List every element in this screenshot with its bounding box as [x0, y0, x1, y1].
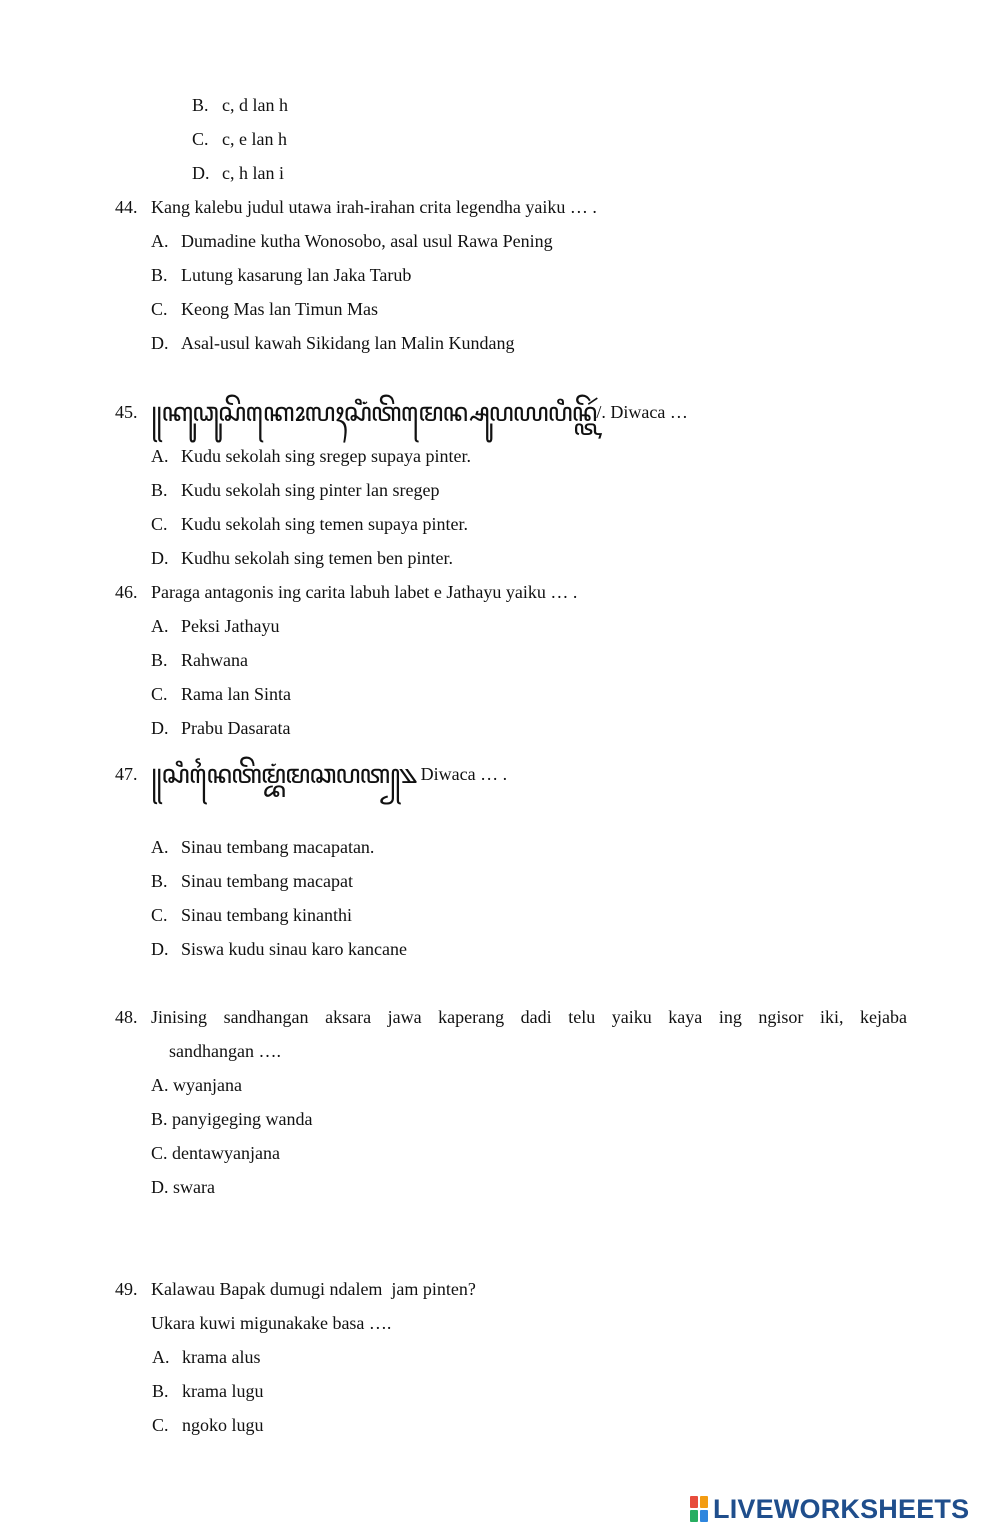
q48-option-c[interactable]: C. dentawyanjana [151, 1143, 280, 1163]
q47-option-d[interactable]: D. Siswa kudu sinau karo kancane [151, 939, 407, 959]
q49-option-b[interactable]: B. krama lugu [152, 1381, 264, 1401]
q46-option-a[interactable]: A. Peksi Jathayu [151, 616, 280, 636]
q48-option-d[interactable]: D. swara [151, 1177, 215, 1197]
question-49: 49. Kalawau Bapak dumugi ndalem jam pinten? [115, 1279, 476, 1299]
q47-option-c[interactable]: C. Sinau tembang kinanthi [151, 905, 352, 925]
logo-block-green [690, 1510, 698, 1522]
javanese-script-text: ꧋ꦏꦸꦣꦸꦱꦼꦏꦺꦴꦭꦃꦱꦶꦁꦠꦼꦩꦺꦤ꧀ꦱꦸꦥꦪꦥꦶꦤ꧀ꦠꦼꦂ [151, 398, 597, 428]
q45-option-b[interactable]: B. Kudu sekolah sing pinter lan sregep [151, 480, 440, 500]
q43-option-d[interactable]: D. c, h lan i [192, 163, 284, 183]
question-44: 44. Kang kalebu judul utawa irah-irahan crita legendha yaiku … . [115, 197, 597, 217]
q48-option-b[interactable]: B. panyigeging wanda [151, 1109, 313, 1129]
logo-block-red [690, 1496, 698, 1508]
q45-option-a[interactable]: A. Kudu sekolah sing sregep supaya pinter. [151, 446, 471, 466]
q46-option-d[interactable]: D. Prabu Dasarata [151, 718, 291, 738]
q43-option-c[interactable]: C. c, e lan h [192, 129, 287, 149]
question-47: 47. ꧋ꦱꦶꦤꦻꦠꦼꦩ꧀ꦧꦁꦩꦕꦥꦠ꧀꧉ Diwaca … . [115, 760, 508, 790]
q45-option-c[interactable]: C. Kudu sekolah sing temen supaya pinter. [151, 514, 468, 534]
question-48-text: Jinising sandhangan aksara jawa kaperang dadi telu yaiku kaya ing ngisor iki, kejaba [151, 1007, 907, 1027]
question-48: 48. [115, 1007, 138, 1027]
question-46: 46. Paraga antagonis ing carita labuh labet e Jathayu yaiku … . [115, 582, 578, 602]
q44-option-b[interactable]: B. Lutung kasarung lan Jaka Tarub [151, 265, 412, 285]
liveworksheets-logo-icon [690, 1496, 708, 1522]
javanese-script-text: ꧋ꦱꦶꦤꦻꦠꦼꦩ꧀ꦧꦁꦩꦕꦥꦠ꧀꧉ [151, 760, 417, 790]
liveworksheets-logo [690, 1494, 969, 1524]
q47-option-a[interactable]: A. Sinau tembang macapatan. [151, 837, 375, 857]
q44-option-c[interactable]: C. Keong Mas lan Timun Mas [151, 299, 379, 319]
q48-option-a[interactable]: A. wyanjana [151, 1075, 242, 1095]
q47-option-b[interactable]: B. Sinau tembang macapat [151, 871, 353, 891]
q44-option-d[interactable]: D. Asal-usul kawah Sikidang lan Malin Kundang [151, 333, 515, 353]
question-49-text2: Ukara kuwi migunakake basa …. [151, 1313, 392, 1333]
q44-option-a[interactable]: A. Dumadine kutha Wonosobo, asal usul Rawa Pening [151, 231, 553, 251]
q49-option-a[interactable]: A. krama alus [152, 1347, 261, 1367]
q45-option-d[interactable]: D. Kudhu sekolah sing temen ben pinter. [151, 548, 453, 568]
brand-name: LIVEWORKSHEETS [713, 1493, 970, 1524]
logo-block-orange [700, 1496, 708, 1508]
logo-block-blue [700, 1510, 708, 1522]
q49-option-c[interactable]: C. ngoko lugu [152, 1415, 264, 1435]
q46-option-b[interactable]: B. Rahwana [151, 650, 248, 670]
question-45: 45. ꧋ꦏꦸꦣꦸꦱꦼꦏꦺꦴꦭꦃꦱꦶꦁꦠꦼꦩꦺꦤ꧀ꦱꦸꦥꦪꦥꦶꦤ꧀ꦠꦼꦂ/. Diwaca … [115, 398, 688, 428]
q43-option-b[interactable]: B. c, d lan h [192, 95, 288, 115]
q46-option-c[interactable]: C. Rama lan Sinta [151, 684, 291, 704]
question-48-text-cont: sandhangan …. [169, 1041, 281, 1061]
